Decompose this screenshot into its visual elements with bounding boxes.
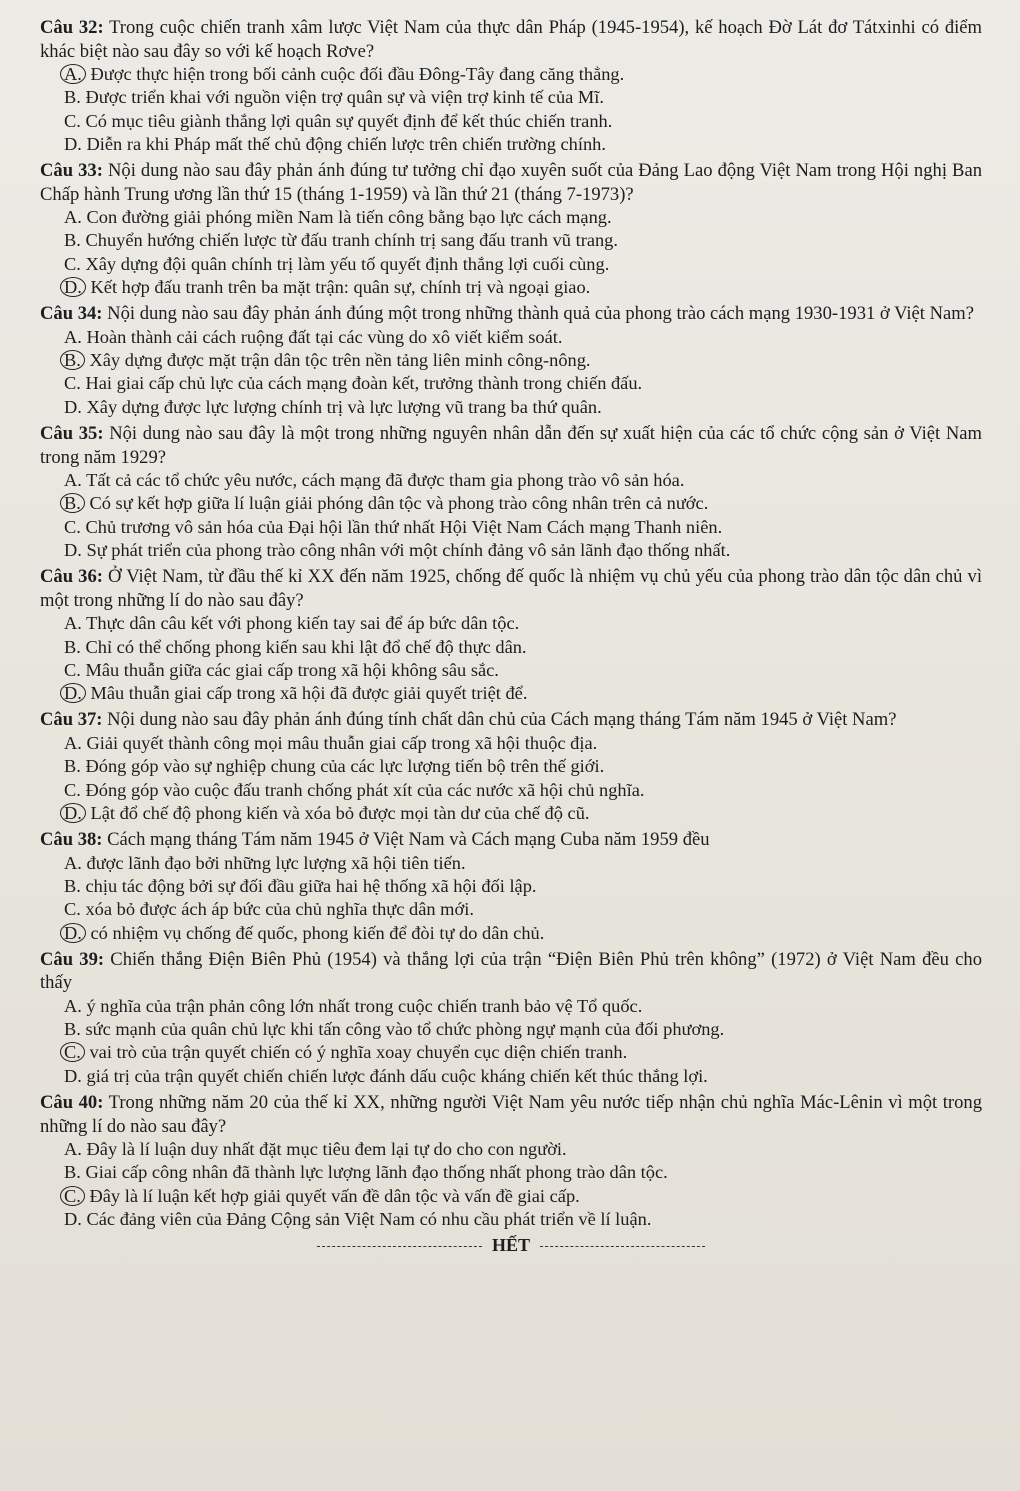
- option-letter: B.: [64, 1019, 81, 1040]
- question-number: Câu 36:: [40, 566, 103, 588]
- option-text: Tất cả các tổ chức yêu nước, cách mạng đã được tham gia phong trào vô sản hóa.: [86, 470, 685, 491]
- question-number: Câu 32:: [40, 17, 104, 38]
- option-list: [40, 326, 982, 419]
- answer-option: [64, 469, 982, 492]
- answer-option: [64, 875, 982, 898]
- option-letter: A.: [64, 1139, 82, 1159]
- option-text: giá trị của trận quyết chiến chiến lược đánh dấu cuộc kháng chiến kết thúc thắng lợi.: [86, 1065, 708, 1086]
- option-letter: A.: [64, 470, 82, 491]
- option-letter: C.: [64, 779, 81, 800]
- answer-option: [64, 852, 982, 875]
- answer-option: [64, 206, 982, 229]
- question-block: [40, 565, 982, 705]
- answer-option: [64, 396, 982, 419]
- circled-option-letter: C.: [60, 1042, 85, 1062]
- option-letter: C.: [64, 899, 81, 920]
- option-text: được lãnh đạo bởi những lực lượng xã hội tiên tiến.: [86, 852, 466, 873]
- option-text: Diễn ra khi Pháp mất thế chủ động chiến lược trên chiến trường chính.: [86, 133, 606, 154]
- answer-option: [64, 110, 982, 133]
- option-text: vai trò của trận quyết chiến có ý nghĩa xoay chuyển cục diện chiến tranh.: [89, 1042, 628, 1063]
- option-letter: A.: [64, 207, 82, 228]
- end-text: HẾT: [491, 1235, 530, 1256]
- question-number: Câu 34:: [40, 303, 103, 325]
- question-block: [40, 708, 982, 825]
- option-letter: B.: [64, 875, 81, 896]
- dashed-rule-left: [317, 1245, 482, 1247]
- option-text: Chỉ có thể chống phong kiến sau khi lật đổ chế độ thực dân.: [85, 636, 527, 657]
- option-text: sức mạnh của quân chủ lực khi tấn công vào tổ chức phòng ngự mạnh của đối phương.: [85, 1019, 725, 1040]
- answer-option: [64, 349, 982, 372]
- option-letter: A.: [64, 852, 82, 873]
- option-text: Giải quyết thành công mọi mâu thuẫn giai cấp trong xã hội thuộc địa.: [86, 732, 598, 753]
- option-list: [40, 469, 982, 562]
- question-text: Trong cuộc chiến tranh xâm lược Việt Nam của thực dân Pháp (1945-1954), kế hoạch Đờ Lát đơ Tátxinhi có điểm khác biệt nào sau đây so với kế hoạch Rơve?: [40, 17, 982, 62]
- answer-option: [64, 1208, 982, 1231]
- option-text: Đóng góp vào sự nghiệp chung của các lực lượng tiến bộ trên thế giới.: [85, 756, 605, 777]
- question-text: Chiến thắng Điện Biên Phủ (1954) và thắng lợi của trận “Điện Biên Phủ trên không” (1972) ở Việt Nam đều cho thấy: [40, 948, 983, 994]
- question-stem: [40, 16, 982, 63]
- option-text: Sự phát triển của phong trào công nhân với một chính đảng vô sản lãnh đạo thống nhất.: [86, 539, 731, 560]
- question-stem: [40, 422, 982, 469]
- option-letter: A.: [64, 326, 82, 347]
- option-text: chịu tác động bởi sự đối đầu giữa hai hệ thống xã hội đối lập.: [85, 875, 537, 896]
- question-list: [40, 16, 982, 1231]
- question-stem: [40, 708, 982, 732]
- option-text: Xây dựng được mặt trận dân tộc trên nền tảng liên minh công-nông.: [89, 350, 591, 371]
- option-text: Xây dựng đội quân chính trị làm yếu tố quyết định thắng lợi cuối cùng.: [85, 253, 610, 274]
- question-stem: [40, 1091, 982, 1138]
- option-list: [40, 63, 982, 156]
- question-number: Câu 35:: [40, 423, 104, 445]
- answer-option: [64, 898, 982, 921]
- answer-option: [64, 516, 982, 539]
- option-list: [40, 206, 982, 299]
- question-stem: [40, 159, 982, 206]
- option-letter: D.: [64, 1065, 82, 1086]
- circled-option-letter: C.: [60, 1186, 85, 1206]
- option-text: Xây dựng được lực lượng chính trị và lực lượng vũ trang ba thứ quân.: [86, 396, 602, 417]
- option-list: [40, 612, 982, 705]
- question-stem: [40, 948, 982, 995]
- option-text: xóa bỏ được ách áp bức của chủ nghĩa thực dân mới.: [85, 899, 474, 920]
- answer-option: [64, 636, 982, 659]
- dashed-rule-right: [540, 1245, 705, 1247]
- question-text: Trong những năm 20 của thế kỉ XX, những người Việt Nam yêu nước tiếp nhận chủ nghĩa Mác-Lênin vì một trong những lí do nào sau đây?: [40, 1092, 983, 1137]
- circled-option-letter: D.: [60, 803, 86, 823]
- option-text: Được triển khai với nguồn viện trợ quân sự và viện trợ kinh tế của Mĩ.: [85, 87, 604, 108]
- answer-option: [64, 492, 982, 515]
- circled-option-letter: D.: [60, 683, 86, 703]
- answer-option: [64, 276, 982, 299]
- answer-option: [64, 539, 982, 562]
- option-letter: D.: [64, 396, 82, 417]
- question-block: [40, 302, 982, 419]
- circled-option-letter: B.: [60, 350, 85, 370]
- option-letter: C.: [64, 659, 81, 680]
- option-text: Được thực hiện trong bối cảnh cuộc đối đầu Đông-Tây đang căng thẳng.: [90, 64, 625, 84]
- end-marker: [40, 1235, 982, 1256]
- answer-option: [64, 779, 982, 802]
- option-letter: D.: [64, 1208, 82, 1229]
- option-text: Thực dân câu kết với phong kiến tay sai để áp bức dân tộc.: [86, 613, 520, 634]
- answer-option: [64, 1161, 982, 1184]
- answer-option: [64, 1065, 982, 1088]
- question-text: Ở Việt Nam, từ đầu thế kỉ XX đến năm 1925, chống đế quốc là nhiệm vụ chủ yếu của phong trào dân tộc dân chủ vì một trong những lí do nào sau đây?: [40, 566, 983, 611]
- option-letter: A.: [64, 613, 82, 634]
- question-number: Câu 40:: [40, 1092, 104, 1113]
- question-number: Câu 33:: [40, 160, 103, 182]
- answer-option: [64, 1138, 982, 1161]
- option-list: [40, 1138, 982, 1231]
- question-text: Cách mạng tháng Tám năm 1945 ở Việt Nam và Cách mạng Cuba năm 1959 đều: [107, 829, 710, 851]
- option-text: Kết hợp đấu tranh trên ba mặt trận: quân sự, chính trị và ngoại giao.: [90, 277, 591, 298]
- option-letter: A.: [64, 732, 82, 753]
- answer-option: [64, 229, 982, 252]
- option-text: Có mục tiêu giành thắng lợi quân sự quyết định để kết thúc chiến tranh.: [85, 110, 613, 131]
- question-stem: [40, 302, 982, 326]
- question-number: Câu 39:: [40, 948, 105, 970]
- answer-option: [64, 63, 982, 86]
- question-text: Nội dung nào sau đây là một trong những nguyên nhân dẫn đến sự xuất hiện của các tổ chức cộng sản ở Việt Nam trong năm 1929?: [40, 423, 982, 468]
- question-block: [40, 159, 982, 299]
- option-text: Lật đổ chế độ phong kiến và xóa bỏ được mọi tàn dư của chế độ cũ.: [90, 802, 590, 823]
- answer-option: [64, 922, 982, 945]
- option-letter: C.: [64, 373, 81, 394]
- option-letter: D.: [64, 539, 82, 560]
- question-text: Nội dung nào sau đây phản ánh đúng tính chất dân chủ của Cách mạng tháng Tám năm 1945 ở Việt Nam?: [107, 709, 897, 731]
- option-text: Có sự kết hợp giữa lí luận giải phóng dân tộc và phong trào công nhân trên cả nước.: [89, 493, 709, 514]
- answer-option: [64, 253, 982, 276]
- option-text: Giai cấp công nhân đã thành lực lượng lãnh đạo thống nhất phong trào dân tộc.: [85, 1162, 668, 1183]
- circled-option-letter: D.: [60, 923, 86, 943]
- circled-option-letter: D.: [60, 277, 86, 297]
- option-text: Hai giai cấp chủ lực của cách mạng đoàn kết, trưởng thành trong chiến đấu.: [85, 373, 643, 394]
- option-text: Mâu thuẫn giai cấp trong xã hội đã được giải quyết triệt để.: [90, 683, 528, 704]
- question-block: [40, 1091, 982, 1231]
- option-text: ý nghĩa của trận phản công lớn nhất trong cuộc chiến tranh bảo vệ Tổ quốc.: [86, 995, 643, 1016]
- circled-option-letter: B.: [60, 493, 85, 513]
- option-text: Con đường giải phóng miền Nam là tiến công bằng bạo lực cách mạng.: [86, 207, 612, 228]
- answer-option: [64, 755, 982, 778]
- option-letter: C.: [64, 110, 81, 131]
- option-text: Mâu thuẫn giữa các giai cấp trong xã hội không sâu sắc.: [85, 659, 499, 680]
- question-number: Câu 38:: [40, 829, 103, 851]
- option-text: Hoàn thành cải cách ruộng đất tại các vùng do xô viết kiểm soát.: [86, 326, 563, 347]
- option-letter: C.: [64, 516, 81, 537]
- option-letter: A.: [64, 995, 82, 1016]
- answer-option: [64, 612, 982, 635]
- option-letter: C.: [64, 253, 81, 274]
- option-letter: B.: [64, 756, 81, 777]
- option-letter: B.: [64, 230, 81, 251]
- answer-option: [64, 1041, 982, 1064]
- question-block: [40, 828, 982, 945]
- question-block: [40, 948, 982, 1088]
- question-stem: [40, 565, 982, 612]
- option-text: Đây là lí luận duy nhất đặt mục tiêu đem lại tự do cho con người.: [86, 1139, 567, 1159]
- question-text: Nội dung nào sau đây phản ánh đúng tư tưởng chỉ đạo xuyên suốt của Đảng Lao động Việt Nam trong Hội nghị Ban Chấp hành Trung ương lần thứ 15 (tháng 1-1959) và lần thứ 21 (tháng 7-1973)?: [40, 160, 982, 205]
- option-list: [40, 995, 982, 1088]
- answer-option: [64, 86, 982, 109]
- question-text: Nội dung nào sau đây phản ánh đúng một trong những thành quả của phong trào cách mạng 1930-1931 ở Việt Nam?: [107, 303, 975, 325]
- answer-option: [64, 802, 982, 825]
- circled-option-letter: A.: [60, 64, 86, 84]
- option-text: có nhiệm vụ chống đế quốc, phong kiến để đòi tự do dân chủ.: [90, 922, 545, 943]
- option-letter: B.: [64, 636, 81, 657]
- option-letter: B.: [64, 1162, 81, 1183]
- option-text: Đóng góp vào cuộc đấu tranh chống phát xít của các nước xã hội chủ nghĩa.: [85, 779, 645, 800]
- answer-option: [64, 372, 982, 395]
- answer-option: [64, 1018, 982, 1041]
- answer-option: [64, 995, 982, 1018]
- answer-option: [64, 1185, 982, 1208]
- option-list: [40, 732, 982, 825]
- answer-option: [64, 326, 982, 349]
- question-number: Câu 37:: [40, 709, 103, 731]
- option-text: Đây là lí luận kết hợp giải quyết vấn đề dân tộc và vấn đề giai cấp.: [89, 1185, 580, 1206]
- option-letter: D.: [64, 133, 82, 154]
- option-letter: B.: [64, 87, 81, 108]
- answer-option: [64, 133, 982, 156]
- answer-option: [64, 682, 982, 705]
- option-text: Chủ trương vô sản hóa của Đại hội lần thứ nhất Hội Việt Nam Cách mạng Thanh niên.: [85, 516, 723, 537]
- question-block: [40, 16, 982, 156]
- option-text: Các đảng viên của Đảng Cộng sản Việt Nam có nhu cầu phát triển về lí luận.: [86, 1208, 652, 1229]
- option-text: Chuyển hướng chiến lược từ đấu tranh chính trị sang đấu tranh vũ trang.: [85, 230, 618, 251]
- question-stem: [40, 828, 982, 852]
- answer-option: [64, 659, 982, 682]
- option-list: [40, 852, 982, 945]
- answer-option: [64, 732, 982, 755]
- question-block: [40, 422, 982, 562]
